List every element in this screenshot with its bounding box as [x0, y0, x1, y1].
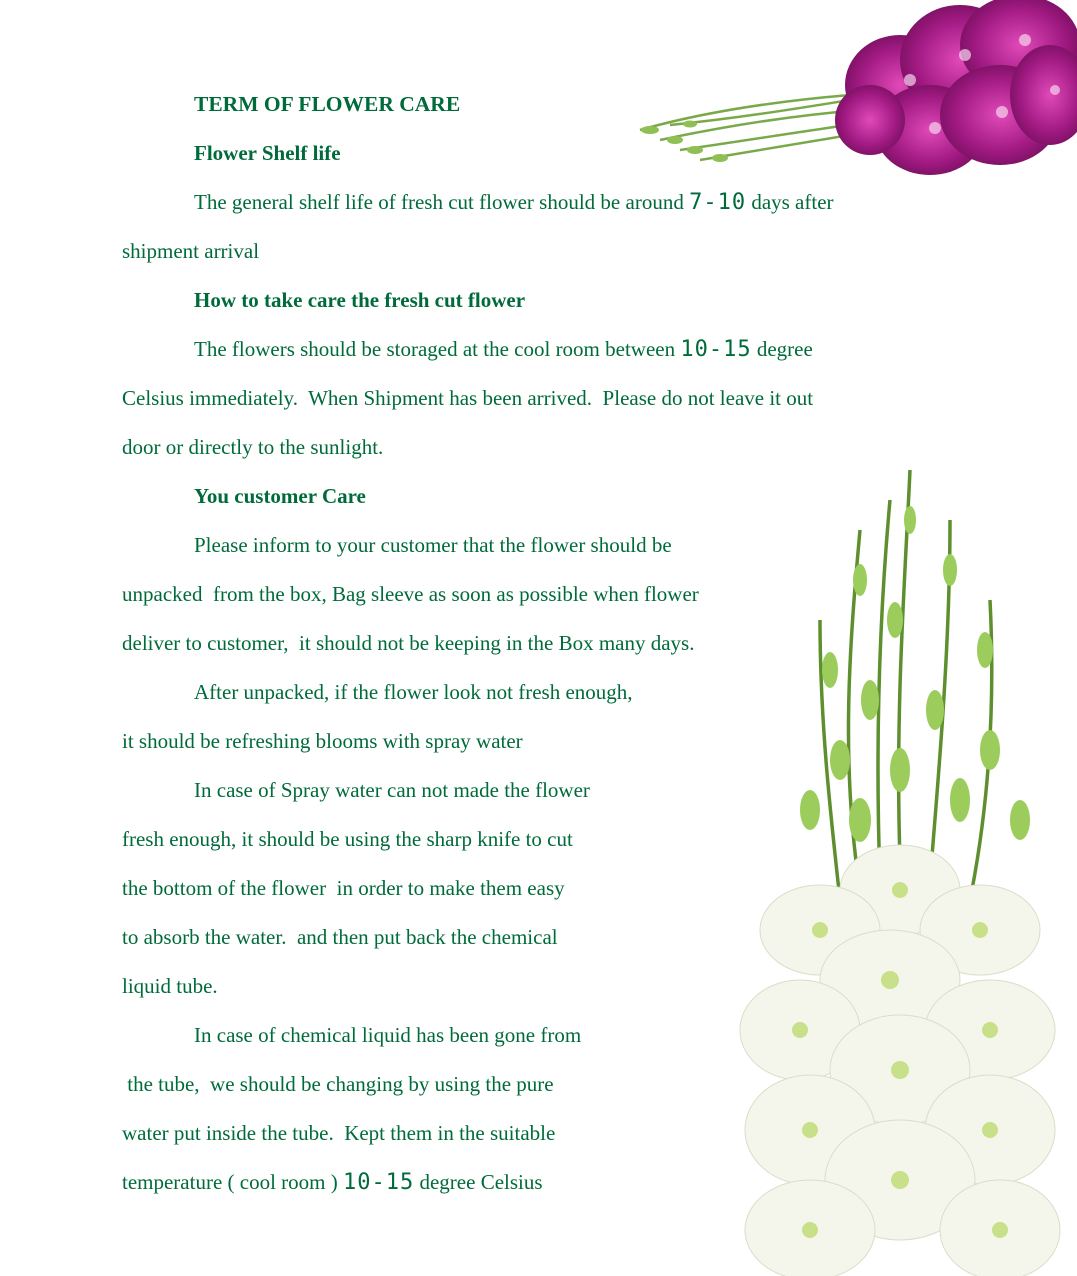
- line-text: Celsius immediately. When Shipment has been arrived. Please do not leave it out: [122, 386, 814, 410]
- document-title: TERM OF FLOWER CARE: [194, 92, 461, 116]
- paragraph-line: [122, 717, 952, 766]
- paragraph-line: [122, 423, 952, 472]
- line-text: The general shelf life of fresh cut flower should be around: [194, 190, 690, 214]
- line-text: temperature ( cool room ): [122, 1170, 343, 1194]
- line-text: degree: [751, 337, 813, 361]
- paragraph-line: [122, 962, 952, 1011]
- paragraph-line: [122, 227, 952, 276]
- line-text: liquid tube.: [122, 974, 218, 998]
- line-text: it should be refreshing blooms with spray water: [122, 729, 523, 753]
- line-text: After unpacked, if the flower look not fresh enough,: [194, 680, 633, 704]
- line-text: The flowers should be storaged at the cool room between: [194, 337, 681, 361]
- paragraph-line: [122, 864, 952, 913]
- paragraph-line: [122, 766, 952, 815]
- line-text: water put inside the tube. Kept them in the suitable: [122, 1121, 556, 1145]
- line-text: to absorb the water. and then put back the chemical: [122, 925, 558, 949]
- paragraph-line: [122, 913, 952, 962]
- line-text: unpacked from the box, Bag sleeve as soon as possible when flower: [122, 582, 699, 606]
- line-text: In case of Spray water can not made the flower: [194, 778, 590, 802]
- paragraph-line: [122, 521, 952, 570]
- line-text: Please inform to your customer that the flower should be: [194, 533, 672, 557]
- paragraph-line: [122, 668, 952, 717]
- paragraph-line: [122, 325, 952, 374]
- line-text: the tube, we should be changing by using the pure: [122, 1072, 554, 1096]
- care-document: [122, 80, 952, 1207]
- paragraph-line: [122, 1011, 952, 1060]
- number-range: 10-15: [680, 337, 752, 362]
- line-text: degree Celsius: [414, 1170, 543, 1194]
- paragraph-line: [122, 1109, 952, 1158]
- line-text: In case of chemical liquid has been gone from: [194, 1023, 582, 1047]
- paragraph-line: [122, 374, 952, 423]
- line-text: deliver to customer, it should not be keeping in the Box many days.: [122, 631, 695, 655]
- paragraph-line: [122, 570, 952, 619]
- paragraph-line: [122, 1060, 952, 1109]
- line-text: door or directly to the sunlight.: [122, 435, 384, 459]
- paragraph-line: [122, 619, 952, 668]
- paragraph-line: [122, 178, 952, 227]
- line-text: shipment arrival: [122, 239, 260, 263]
- number-range: 7-10: [689, 190, 747, 215]
- paragraph-line: [122, 815, 952, 864]
- paragraph-line: [122, 1158, 952, 1207]
- number-range: 10-15: [343, 1170, 415, 1195]
- line-text: fresh enough, it should be using the sharp knife to cut: [122, 827, 573, 851]
- line-text: the bottom of the flower in order to make them easy: [122, 876, 565, 900]
- section-heading: You customer Care: [194, 484, 366, 508]
- line-text: days after: [746, 190, 834, 214]
- section-heading: How to take care the fresh cut flower: [194, 288, 526, 312]
- section-heading: Flower Shelf life: [194, 141, 341, 165]
